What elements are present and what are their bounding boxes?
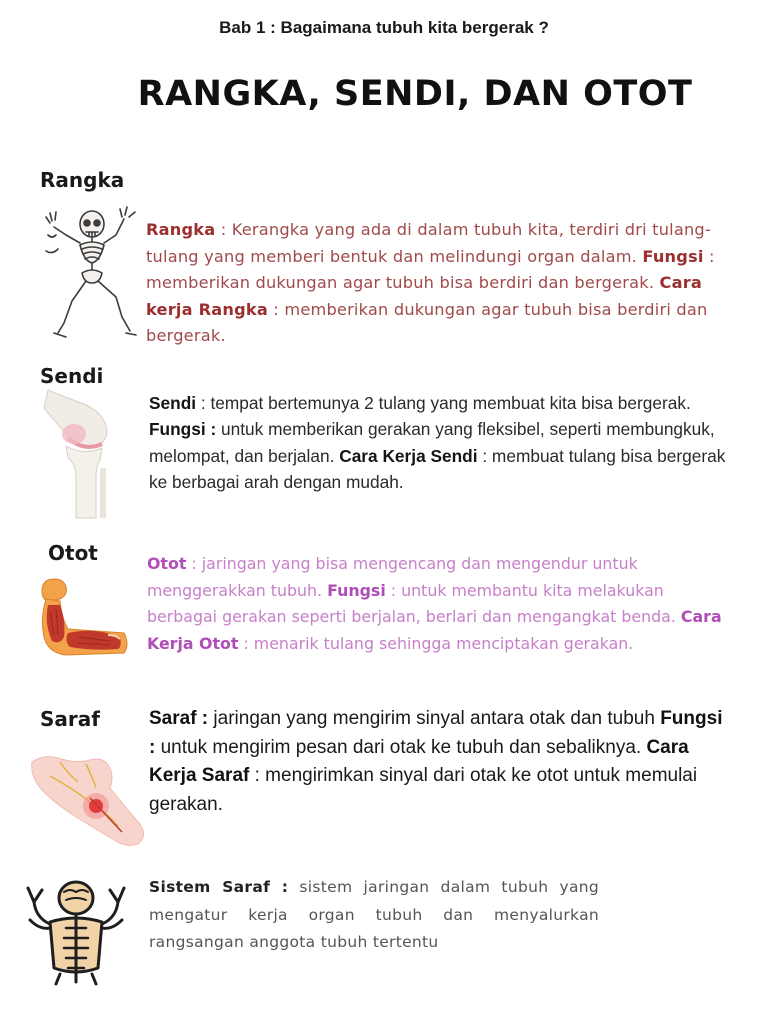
knee-joint-icon — [40, 388, 120, 520]
saraf-definition: jaringan yang mengirim sinyal antara otak dan tubuh — [208, 708, 661, 729]
rangka-cara-label: Cara kerja Rangka — [146, 273, 703, 319]
rangka-fungsi-label: Fungsi — [642, 246, 704, 266]
otot-term: Otot — [147, 554, 187, 573]
saraf-cara: : mengirimkan sinyal dari otak ke otot untuk memulai gerakan. — [149, 765, 698, 815]
rangka-cara: : memberikan dukungan agar tubuh bisa berdiri dan bergerak. — [146, 299, 708, 345]
nervous-system-icon — [20, 878, 132, 986]
rangka-definition: : Kerangka yang ada di dalam tubuh kita, terdiri dri tulang-tulang yang memberi bentuk dan melindungi organ dalam. — [146, 220, 711, 266]
section-label-sendi: Sendi — [40, 364, 104, 388]
otot-cara-label: Cara Kerja Otot — [147, 607, 722, 653]
saraf-paragraph — [149, 705, 729, 819]
sendi-paragraph — [149, 390, 729, 495]
sistem-saraf-paragraph — [149, 874, 599, 957]
saraf-term: Saraf : — [149, 708, 209, 729]
otot-cara: : menarik tulang sehingga menciptakan gerakan. — [238, 633, 634, 653]
sendi-term: Sendi — [149, 393, 197, 413]
section-label-otot: Otot — [48, 541, 98, 565]
rangka-paragraph — [146, 217, 726, 350]
section-label-saraf: Saraf — [40, 707, 100, 731]
otot-fungsi-label: Fungsi — [327, 580, 386, 600]
section-label-rangka: Rangka — [40, 168, 125, 192]
page-title: RANGKA, SENDI, DAN OTOT — [137, 74, 693, 114]
saraf-cara-label: Cara Kerja Saraf — [149, 736, 689, 786]
sendi-fungsi: untuk memberikan gerakan yang fleksibel, seperti membungkuk, melompat, dan berjalan. — [149, 419, 715, 466]
sendi-definition: : tempat bertemunya 2 tulang yang membuat kita bisa bergerak. — [196, 393, 691, 413]
sistem-saraf-definition: sistem jaringan dalam tubuh yang mengatur kerja organ tubuh dan menyalurkan rangsangan anggota tubuh tertentu — [149, 878, 600, 951]
skeleton-icon — [42, 205, 138, 340]
chapter-title: Bab 1 : Bagaimana tubuh kita bergerak ? — [219, 18, 549, 37]
sendi-fungsi-label: Fungsi : — [149, 419, 217, 440]
otot-paragraph — [147, 551, 737, 657]
hand-nerve-icon — [30, 748, 148, 852]
otot-fungsi: : untuk membantu kita melakukan berbagai gerakan seperti berjalan, berlari dan mengangkat benda. — [147, 580, 681, 626]
sendi-cara: : membuat tulang bisa bergerak ke berbagai arah dengan mudah. — [149, 445, 726, 492]
rangka-fungsi: : memberikan dukungan agar tubuh bisa berdiri dan bergerak. — [146, 246, 715, 292]
otot-definition: : jaringan yang bisa mengencang dan mengendur untuk menggerakkan tubuh. — [147, 554, 638, 600]
rangka-term: Rangka — [146, 220, 216, 239]
saraf-fungsi-label: Fungsi : — [149, 708, 723, 758]
sendi-cara-label: Cara Kerja Sendi — [339, 445, 478, 466]
saraf-fungsi: untuk mengirim pesan dari otak ke tubuh dan sebaliknya. — [155, 736, 647, 758]
sistem-saraf-term: Sistem Saraf : — [149, 878, 289, 896]
arm-muscle-icon — [38, 575, 132, 661]
